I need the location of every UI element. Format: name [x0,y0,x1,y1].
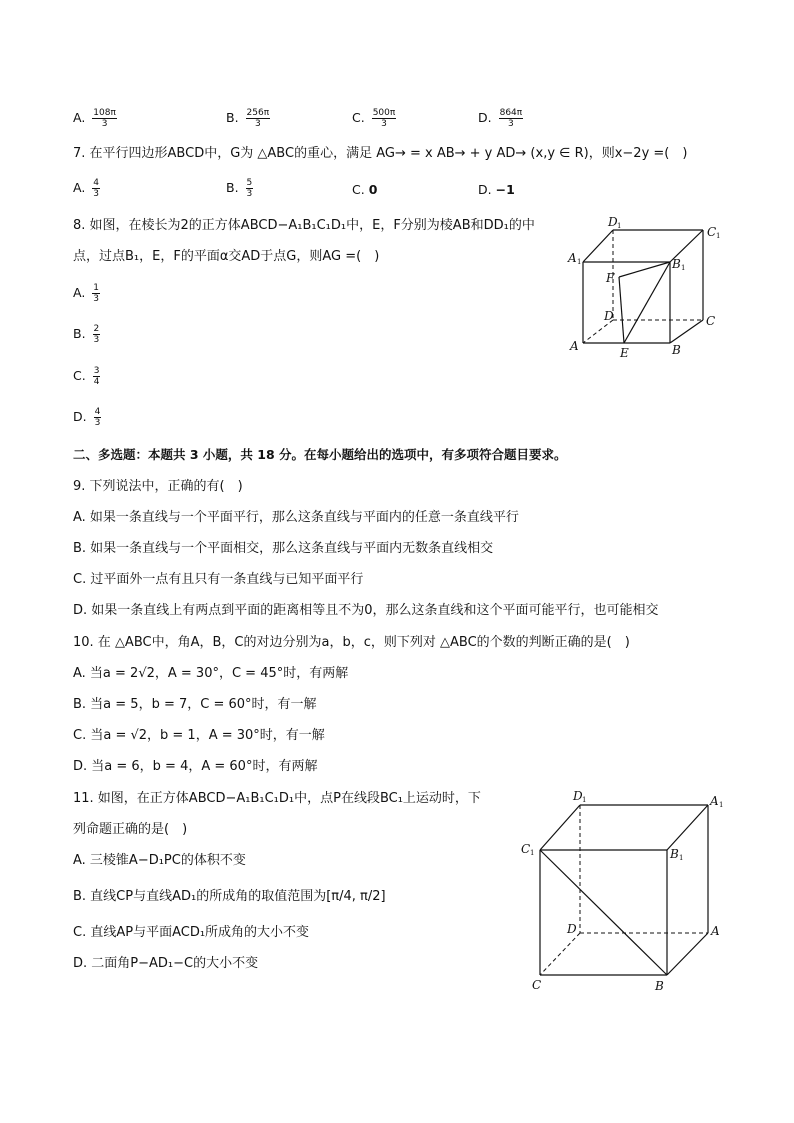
label-b: B [655,979,664,993]
q10-option-b: B. 当a = 5，b = 7，C = 60°时，有一解 [73,697,317,712]
q11-option-a: A. 三棱锥A−D₁PC的体积不变 [73,853,246,868]
q6-option-c-fraction: $\frac{500\pi}{3}$ [372,108,396,129]
q7-option-b: B. $\frac{5}{3}$ [226,178,253,199]
edge-ba [667,933,708,975]
label-f: F [606,271,615,285]
svg-text:1: 1 [681,264,686,272]
label-b1: B [672,257,681,271]
q11-option-b: B. 直线CP与直线AD₁的所成角的取值范围为[π/4, π/2] [73,889,386,904]
edge-bc [670,320,703,343]
label-d: D [604,309,614,323]
diagonal-c1b [540,850,667,975]
q8-option-c-fraction: $\frac{3}{4}$ [93,366,100,387]
q10-option-c: C. 当a = √2，b = 1，A = 30°时，有一解 [73,728,325,743]
label-a: A [570,339,579,353]
q11-stem-line1: 11. 如图，在正方体ABCD−A₁B₁C₁D₁中，点P在线段BC₁上运动时，下 [73,791,481,806]
q7-option-a: A. $\frac{4}{3}$ [73,178,100,199]
label-e: E [620,346,629,360]
q10-stem: 10. 在 △ABC中，角A，B，C的对边分别为a，b，c，则下列对 △ABC的个数的判断正确的是( ) [73,635,630,650]
svg-text:1: 1 [582,796,587,804]
q7-stem: 7. 在平行四边形ABCD中，G为 △ABC的重心，满足 AG→ = x AB→ + y AD→ (x,y ∈ R)，则x−2y =( ) [73,146,688,161]
q11-option-c: C. 直线AP与平面ACD₁所成角的大小不变 [73,925,310,940]
svg-text:1: 1 [577,258,582,266]
label-c1: C [707,225,717,239]
edge-a1d1 [583,230,613,262]
q6-option-b: B. $\frac{256\pi}{3}$ [226,108,270,129]
q9-option-c: C. 过平面外一点有且只有一条直线与已知平面平行 [73,572,364,587]
label-b: B [672,343,681,357]
label-a: A [711,924,720,938]
svg-text:1: 1 [719,801,724,809]
q8-stem-line1: 8. 如图，在棱长为2的正方体ABCD−A₁B₁C₁D₁中，E，F分别为棱AB和DD₁的中 [73,218,535,233]
label-d1: D [608,215,618,229]
q8-option-a-fraction: $\frac{1}{3}$ [93,283,100,304]
q7-option-b-fraction: $\frac{5}{3}$ [246,178,253,199]
q8-option-d-fraction: $\frac{4}{3}$ [94,407,101,428]
q6-option-b-fraction: $\frac{256\pi}{3}$ [246,108,270,129]
q8-option-c: C. $\frac{3}{4}$ [73,366,100,387]
section2-heading: 二、多选题：本题共 3 小题，共 18 分。在每小题给出的选项中，有多项符合题目要求。 [73,447,567,462]
svg-text:1: 1 [530,849,535,857]
q8-option-a: A. $\frac{1}{3}$ [73,283,100,304]
q7-option-d: D. −1 [478,182,515,197]
q8-cube-figure [560,210,730,370]
label-a1: A [568,251,577,265]
q11-option-d: D. 二面角P−AD₁−C的大小不变 [73,956,259,971]
label-b1: B [670,847,679,861]
svg-text:1: 1 [716,232,721,240]
q6-option-a: A. $\frac{108\pi}{3}$ [73,108,116,129]
label-c1: C [521,842,531,856]
q6-option-a-fraction: $\frac{108\pi}{3}$ [93,108,116,129]
q6-option-d: D. $\frac{864\pi}{3}$ [478,108,523,129]
q8-option-b: B. $\frac{2}{3}$ [73,324,100,345]
label-d1: D [573,789,583,803]
q10-option-d: D. 当a = 6，b = 4，A = 60°时，有两解 [73,759,318,774]
edge-c1d1 [540,805,580,850]
q7-option-c: C. 0 [352,182,378,197]
edge-ad-hidden [583,320,613,343]
edge-eb1 [624,262,670,343]
label-a1: A [710,794,719,808]
q11-stem-line2: 列命题正确的是( ) [73,822,188,837]
q9-option-b: B. 如果一条直线与一个平面相交，那么这条直线与平面内无数条直线相交 [73,541,494,556]
q9-option-d: D. 如果一条直线上有两点到平面的距离相等且不为0，那么这条直线和这个平面可能平行，也可能相交 [73,603,659,618]
q8-option-b-fraction: $\frac{2}{3}$ [93,324,100,345]
q8-stem-line2: 点，过点B₁，E，F的平面α交AD于点G，则AG =( ) [73,249,380,264]
label-c: C [532,978,542,992]
edge-b1a1 [667,805,708,850]
q10-option-a: A. 当a = 2√2，A = 30°，C = 45°时，有两解 [73,666,349,681]
edge-dc-hidden [540,933,580,975]
label-d: D [567,922,577,936]
q6-option-c: C. $\frac{500\pi}{3}$ [352,108,396,129]
label-c: C [706,314,716,328]
edge-fe [619,277,624,343]
q11-cube-figure [515,785,730,995]
q9-option-a: A. 如果一条直线与一个平面平行，那么这条直线与平面内的任意一条直线平行 [73,510,519,525]
q6-option-d-fraction: $\frac{864\pi}{3}$ [499,108,523,129]
q9-stem: 9. 下列说法中，正确的有( ) [73,479,243,494]
q7-option-a-fraction: $\frac{4}{3}$ [93,178,100,199]
q8-option-d: D. $\frac{4}{3}$ [73,407,101,428]
svg-text:1: 1 [679,854,684,862]
svg-text:1: 1 [617,222,622,230]
